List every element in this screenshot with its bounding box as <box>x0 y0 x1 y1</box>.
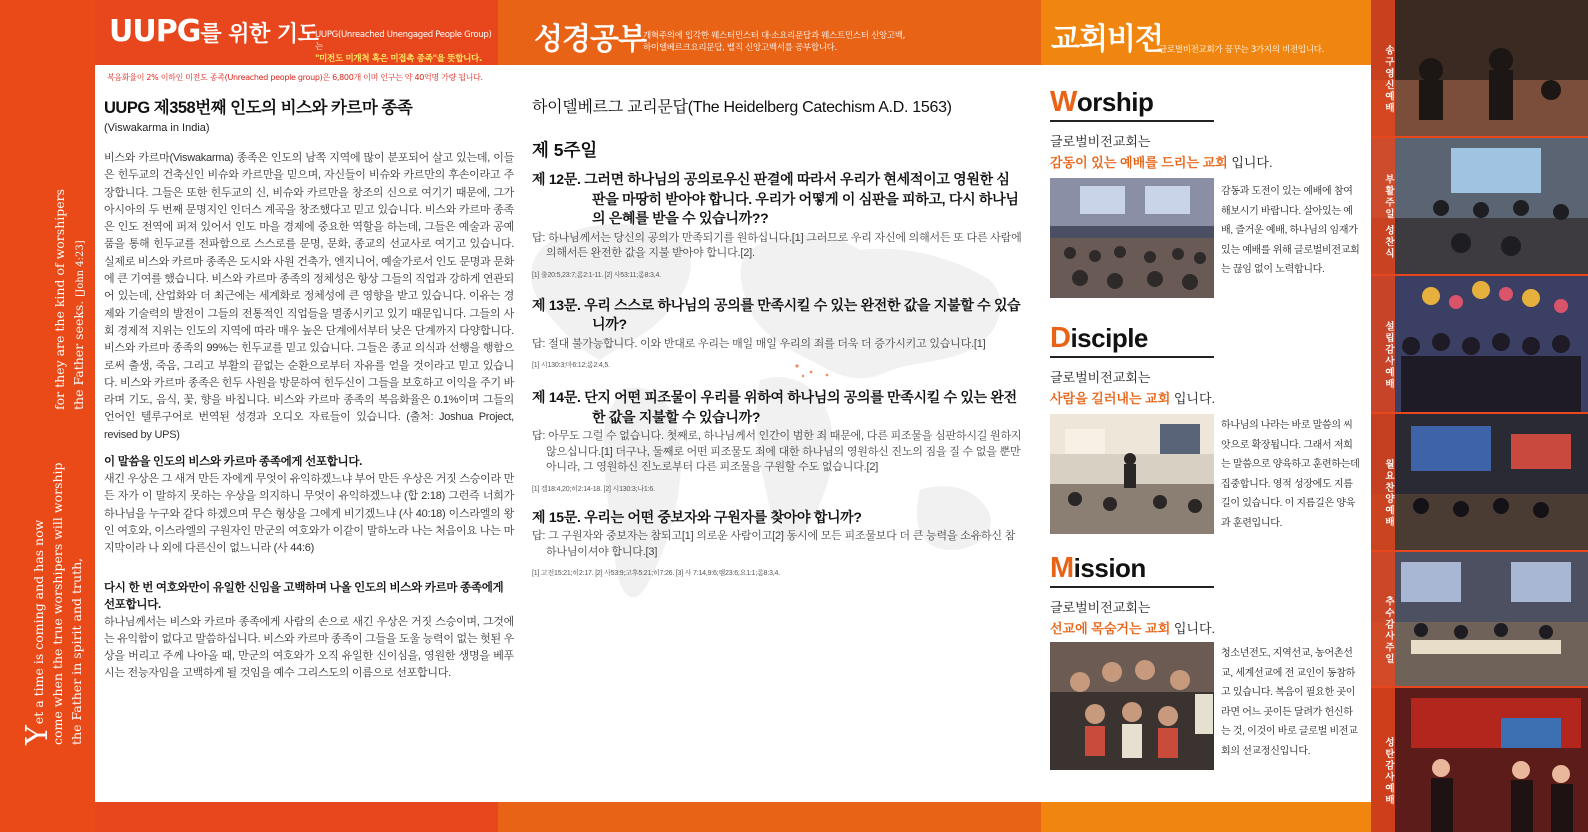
verse-reference: [John 4:23] <box>75 240 86 297</box>
bottom-band-left <box>95 802 498 832</box>
mission-description: 청소년전도, 지역선교, 농어촌선교, 세계선교에 전 교인이 동참하고 있습니다. 복음이 필요한 곳이라면 어느 곳이든 달려가 헌신하는 것, 이것이 바로 글로벌 비전교회의 선교정신입니다. <box>1221 648 1358 757</box>
mission-photo <box>1050 642 1214 770</box>
vision-disciple <box>1050 322 1360 529</box>
photo-thanksgiving <box>1371 552 1588 686</box>
verse-line-5: the Father seeks. <box>71 300 86 410</box>
uupg-header-subtitle <box>315 29 498 65</box>
strip-label-6: 성탄감사예배 <box>1371 688 1395 832</box>
strip-label-5: 추수감사주일 <box>1371 552 1395 686</box>
worship-highlight: 감동이 있는 예배를 드리는 교회 <box>1050 155 1228 170</box>
uupg-sub-line-2: "미전도 미개척 혹은 미접촉 종족"을 뜻합니다. <box>315 54 482 64</box>
mission-line-2 <box>1050 618 1360 637</box>
uupg-article-body: 비스와 카르마(Viswakarma) 종족은 인도의 남쪽 지역에 많이 분포되어 살고 있는데, 이들은 힌두교의 건축신인 비슈와 카르만을 믿으며, 자신들이 비슈와 카르만의 후손이라고 주장합니다. 그들은 또한 힌두교의 신, 비슈와 카르만을 창조의 신으로 여기기 때문에, 그가 아시아의 두 번째 문명지인 인더스 계곡을 창조했다고 믿고 있습니다. 비스와 카르마 종족은 인도 전역에 퍼져 있어서 인도 마을 경제에 중요한 역할을 하는데, 그들은 예술과 공예품을 통해 힌두교를 전파함으로 스스로를 문명, 문화, 종교의 선교사로 여기고 있습니다. 실제로 비스와 카르마 종족은 도시와 사원 건축가, 엔지니어, 예술가로서 인도 문명과 문화에 큰 기여를 했습니다. 비스와 카르마 종족의 정체성은 항상 그들의 직업과 강하게 연관되어 있는데, 산업화와 더 최근에는 세계화로 정체성에 큰 영향을 받고 있습니다. 이유는 경제와 기술력의 발전이 그들의 전통적인 직업들을 멸종시키고 있기 때문입니다. 그들의 사회 경제적 지위는 인도의 지역에 따라 매우 높은 단계에서부터 낮은 단계까지 다양합니다. 비스와 카르마 종족의 99%는 힌두교를 믿고 있습니다. 그들은 종교 의식과 선행을 행함으로써 출생, 죽음, 그리고 부활의 끝없는 순환으로부터 자유를 얻을 것이라고 믿고 있습니다. 비스와 카르마 종족은 힌두 사원을 방문하여 힌두신이 그들을 보호하고 이익을 주기 바라며 기도, 음식, 꽃, 향을 바칩니다. 비스와 카르마 종족의 복음화율은 0.1%이며 그들의 언어인 텔루구어로 번역된 성경과 오디오 자료들이 있습니다. (출처: Joshua Project, revised by UPS) <box>104 152 515 441</box>
proclaim-heading-2: 다시 한 번 여호와만이 유일한 신임을 고백하며 나올 인도의 비스와 카르마 종족에게 선포합니다. <box>104 581 504 611</box>
mission-title <box>1050 552 1214 588</box>
bible-study-header <box>498 0 1041 65</box>
verse-initial: Y <box>20 725 55 745</box>
question-14: 제 14문. 단지 어떤 피조물이 우리를 위하여 하나님의 공의를 만족시킬 수 있는 완전한 값을 지불할 수 있습니까? <box>532 389 1017 425</box>
worship-title <box>1050 86 1214 122</box>
vision-subtitle: 글로벌비전교회가 꿈꾸는 3가지의 비전입니다. <box>1159 45 1325 55</box>
question-13: 제 13문. 우리 스스로 하나님의 공의를 만족시킬 수 있는 완전한 값을 지불할 수 있습니까? <box>532 296 1021 332</box>
uupg-sub-line-1: UUPG(Unreached Unengaged People Group)는 <box>315 30 492 52</box>
answer-15: 답: 그 구원자와 중보자는 참되고[1] 의로운 사람이고[2] 동시에 모든 피조물보다 더 큰 능력을 소유하신 참 하나님이셔야 합니다.[3] <box>532 530 1016 558</box>
mission-highlight: 선교에 목숨거는 교회 <box>1050 621 1171 636</box>
founding-photo-image <box>1371 276 1588 412</box>
footnote-14: [1] 겔18:4,20;히2:14-18. [2] 시130:3;나1:6. <box>532 485 655 493</box>
disciple-highlight: 사람을 길러내는 교회 <box>1050 391 1171 406</box>
uupg-header <box>95 0 498 65</box>
worship-line-2 <box>1050 152 1360 171</box>
disciple-line-1: 글로벌비전교회는 <box>1050 370 1151 385</box>
mission-line-1: 글로벌비전교회는 <box>1050 600 1151 615</box>
worship-title-rest: orship <box>1076 87 1154 117</box>
catechism-column <box>532 94 1022 578</box>
vision-header <box>1041 0 1371 65</box>
proclaim-heading-1: 이 말씀을 인도의 비스와 카르마 종족에게 선포합니다. <box>104 456 363 469</box>
photo-easter-communion <box>1371 138 1588 274</box>
easter-photo-image <box>1371 138 1588 274</box>
catechism-week: 제 5주일 <box>532 140 598 160</box>
footnote-12: [1] 출20:5,23:7;롬2:1-11. [2] 사53:11;롬8:3,4. <box>532 271 661 279</box>
bible-sub-line-2: 하이델베르크요리문답, 벨직 신앙고백서를 공부합니다. <box>643 43 837 53</box>
qa-15 <box>532 508 1022 579</box>
new-year-photo-image <box>1371 0 1588 136</box>
event-photo-strip <box>1371 0 1588 832</box>
disciple-title-cap: D <box>1050 322 1071 354</box>
photo-christmas-service <box>1371 688 1588 832</box>
disciple-description: 하나님의 나라는 바로 말씀의 씨앗으로 확장됩니다. 그래서 저희는 말씀으로 양육하고 훈련하는데 집중합니다. 영적 성장에도 지름길이 있습니다. 이 지름길은 양육과 훈련입니다. <box>1221 420 1360 529</box>
bible-sub-line-1: 개혁주의에 입각한 웨스터민스터 대·소요리문답과 웨스트민스터 신앙고백, <box>643 31 906 41</box>
verse-line-1: et a time is coming and has now <box>31 519 46 725</box>
qa-14 <box>532 388 1022 494</box>
question-12: 제 12문. 그러면 하나님의 공의로우신 판결에 따라서 우리가 현세적이고 영원한 심판을 마땅히 받아야 합니다. 우리가 어떻게 이 심판을 피하고, 다시 하나님의 은혜를 받을 수 있습니까?? <box>532 171 1019 226</box>
verse-line-2: come when the true worshipers will worship <box>50 462 65 745</box>
verse-line-3: the Father in spirit and truth, <box>69 557 84 745</box>
strip-label-3: 설립감사예배 <box>1371 276 1395 412</box>
bottom-band-right <box>1041 802 1371 832</box>
monday-praise-photo-image <box>1371 414 1588 550</box>
mission-title-rest: ission <box>1073 553 1146 583</box>
footnote-13: [1] 시130:3;마6:12;롬2:4,5. <box>532 362 610 369</box>
worship-line-1: 글로벌비전교회는 <box>1050 134 1151 149</box>
bottom-band-middle <box>498 802 1041 832</box>
proclaim-paragraph-2: 하나님께서는 비스와 카르마 종족에게 사람의 손으로 새긴 우상은 거짓 스승이며, 그것에는 유익함이 없다고 말씀하십니다. 비스와 카르마 종족이 그들을 도울 능력이 없는 헛된 우상을 버리고 주께 나아올 때, 만군의 여호와가 오직 유일한 신이심을, 영원한 생명을 베푸시는 전능자임을 고백하게 될 것임을 예수 그리스도의 이름으로 선포합니다. <box>104 615 515 680</box>
strip-label-4: 월요찬양예배 <box>1371 414 1395 550</box>
vision-title: 교회비전 <box>1051 22 1163 57</box>
photo-new-year-service <box>1371 0 1588 136</box>
verse-column-2 <box>50 189 90 410</box>
proclaim-paragraph-1: 새긴 우상은 그 새겨 만든 자에게 무엇이 유익하겠느냐 부어 만든 우상은 거짓 스승이라 만든 자가 이 말하지 못하는 우상을 의지하니 무엇이 유익하겠느냐 (합 2:18) 그런즉 너희가 하나님을 누구와 같다 하겠으며 무슨 형상을 그에게 비기겠느냐 (사 40:18) 이스라엘의 왕인 여호와, 이스라엘의 구원자인 만군의 여호와가 이같이 말하노라 나는 처음이요 나는 마지막이라 나 외에 다른신이 없느니라 (사 44:6) <box>104 473 515 555</box>
disciple-title <box>1050 322 1214 358</box>
vision-worship <box>1050 86 1360 275</box>
uupg-article-subtitle: (Viswakarma in India) <box>104 122 210 134</box>
worship-line-2-rest: 입니다. <box>1227 155 1273 170</box>
disciple-line-2 <box>1050 388 1360 407</box>
worship-description: 감동과 도전이 있는 예배에 참여해보시기 바랍니다. 살아있는 예배, 즐거운 예배, 하나님의 임재가 있는 예배를 위해 글로벌비전교회는 끊임 없이 노력합니다. <box>1221 186 1360 275</box>
christmas-photo-image <box>1371 688 1588 832</box>
strip-label-1: 송구영신예배 <box>1371 0 1395 136</box>
worship-title-cap: W <box>1050 86 1077 118</box>
bible-study-title: 성경공부 <box>534 22 646 57</box>
uupg-header-title <box>109 14 318 49</box>
answer-14: 답: 아무도 그럴 수 없습니다. 첫째로, 하나님께서 인간이 범한 죄 때문에, 다른 피조물을 심판하시길 원하지 않으십니다.[1] 더구나, 둘째로 어떤 피조물도 죄에 대한 하나님의 영원하신 진노의 짐을 질 수 없을 뿐만 아니라, 그 영원하신 진노로부터 다른 피조물을 구원할 수도 없습니다.[2] <box>532 430 1022 473</box>
bible-study-subtitle <box>643 30 905 54</box>
photo-monday-praise <box>1371 414 1588 550</box>
mission-line-2-rest: 입니다. <box>1170 621 1216 636</box>
worship-photo <box>1050 178 1214 298</box>
left-verse-band <box>0 0 95 832</box>
mission-title-cap: M <box>1050 552 1074 584</box>
answer-13: 답: 절대 불가능합니다. 이와 반대로 우리는 매일 매일 우리의 죄를 더욱 더 증가시키고 있습니다.[1] <box>532 337 986 350</box>
verse-line-4: for they are the kind of worshipers <box>52 188 67 410</box>
uupg-column <box>104 94 514 683</box>
uupg-title-text: UUPG <box>109 14 201 49</box>
vision-mission <box>1050 552 1360 757</box>
verse-column-1 <box>20 462 86 745</box>
notice-line: 복음화율이 2% 이하인 미전도 종족(Unreached people group)은 6,800개 이며 인구는 약 40억명 가량 됩니다. <box>107 73 483 82</box>
strip-label-2: 부활주일 성찬식 <box>1371 138 1395 274</box>
catechism-title: 하이델베르그 교리문답(The Heidelberg Catechism A.D. 1563) <box>532 99 952 116</box>
footnote-15: [1] 고전15:21;히2:17. [2] 사53:9;고후5:21;히7:26. [3] 사 7:14,9:6;렘23:6;요1:1;롬8:3,4. <box>532 570 780 577</box>
uupg-title-suffix: 를 위한 기도 <box>200 22 319 47</box>
thanksgiving-photo-image <box>1371 552 1588 686</box>
question-15: 제 15문. 우리는 어떤 중보자와 구원자를 찾아야 합니까? <box>532 508 862 525</box>
uupg-article-title: UUPG 제358번째 인도의 비스와 카르마 종족 <box>104 99 413 117</box>
qa-13 <box>532 296 1022 371</box>
disciple-line-2-rest: 입니다. <box>1170 391 1216 406</box>
disciple-title-rest: isciple <box>1070 323 1148 353</box>
answer-12: 답: 하나님께서는 당신의 공의가 만족되기를 원하십니다.[1] 그러므로 우리 자신에 의해서든 또 다른 사람에 의해서든 완전한 값을 지불 받아야 합니다.[2]. <box>532 231 1022 259</box>
qa-12 <box>532 170 1022 280</box>
disciple-photo <box>1050 414 1214 534</box>
photo-founding-service <box>1371 276 1588 412</box>
